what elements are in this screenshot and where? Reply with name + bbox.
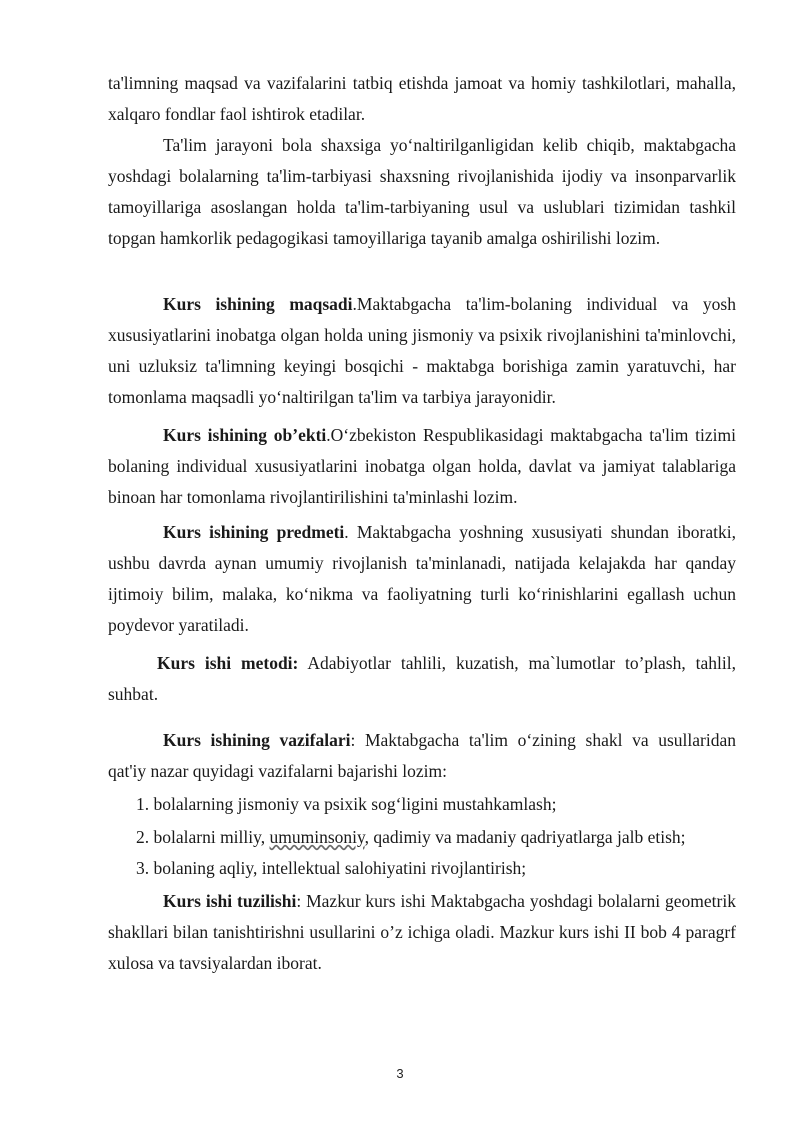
text-metod: Adabiyotlar tahlili, kuzatish, ma`lumotlar to’plash, tahlil, suhbat. — [108, 653, 736, 704]
spellcheck-underlined-word: umuminsoniy — [269, 827, 365, 847]
list-item-2 — [136, 822, 736, 853]
heading-tuzilishi: Kurs ishi tuzilishi — [163, 891, 297, 911]
text-obekt: .O‘zbekiston Respublikasidagi maktabgacha ta'lim tizimi bolaning individual xususiyatlarini inobatga olgan holda, davlat va jamiyat talablariga binoan har tomonlama rivojlantirilishini ta'minlashi lozim. — [108, 425, 736, 507]
heading-metod: Kurs ishi metodi: — [157, 653, 299, 673]
text-tuzilishi: : Mazkur kurs ishi Maktabgacha yoshdagi bolalarni geometrik shakllari bilan tanishtirishni usullarini o’z ichiga oladi. Mazkur kurs ishi II bob 4 paragrf xulosa va tavsiyalardan iborat. — [108, 891, 736, 973]
heading-predmet: Kurs ishining predmeti — [163, 522, 345, 542]
list-item-3: 3. bolaning aqliy, intellektual salohiyatini rivojlantirish; — [136, 858, 527, 878]
paragraph-obekt — [108, 420, 736, 513]
paragraph-metod — [108, 648, 736, 710]
page-number: 3 — [396, 1066, 404, 1081]
paragraph-vazifalar — [108, 725, 736, 787]
paragraph-maqsad — [108, 289, 736, 413]
heading-vazifalar: Kurs ishining vazifalari — [163, 730, 351, 750]
paragraph-tuzilishi — [108, 886, 736, 979]
list-item-2-end: , qadimiy va madaniy qadriyatlarga jalb etish; — [364, 827, 686, 847]
text-vazifalar: : Maktabgacha ta'lim o‘zining shakl va usullaridan qat'iy nazar quyidagi vazifalarni bajarishi lozim: — [108, 730, 736, 781]
text-maqsad: .Maktabgacha ta'lim-bolaning individual va yosh xususiyatlarini inobatga olgan holda uning jismoniy va psixik rivojlanishini ta'minlovchi, uni uzluksiz ta'limning keyingi bosqichi - maktabga borishiga zamin yaratuvchi, har tomonlama maqsadli yo‘naltirilgan ta'lim va tarbiya jarayonidir. — [108, 294, 736, 407]
list-item-1: 1. bolalarning jismoniy va psixik sog‘ligini mustahkamlash; — [136, 794, 557, 814]
heading-maqsad: Kurs ishining maqsadi — [163, 294, 353, 314]
paragraph-predmet — [108, 517, 736, 641]
text-predmet: . Maktabgacha yoshning xususiyati shundan iboratki, ushbu davrda aynan umumiy rivojlanish ta'minlanadi, natijada kelajakda har qanday ijtimoiy bilim, malaka, ko‘nikma va faoliyatning turli ko‘rinishlarini egallash uchun poydevor yaratiladi. — [108, 522, 736, 635]
list-item-2-start: 2. bolalarni milliy, — [136, 827, 270, 847]
paragraph-intro: ta'limning maqsad va vazifalarini tatbiq etishda jamoat va homiy tashkilotlari, mahalla, xalqaro fondlar faol ishtirok etadilar. — [108, 73, 736, 124]
heading-obekt: Kurs ishining ob’ekti — [163, 425, 327, 445]
paragraph-talim-jarayoni: Ta'lim jarayoni bola shaxsiga yo‘naltirilganligidan kelib chiqib, maktabgacha yoshdagi bolalarning ta'lim-tarbiyasi shaxsning rivojlanishida ijodiy va insonparvarlik tamoyillariga asoslangan holda ta'lim-tarbiyaning usul va uslublari tizimidan tashkil topgan hamkorlik pedagogikasi tamoyillariga tayanib amalga oshirilishi lozim. — [108, 135, 736, 248]
